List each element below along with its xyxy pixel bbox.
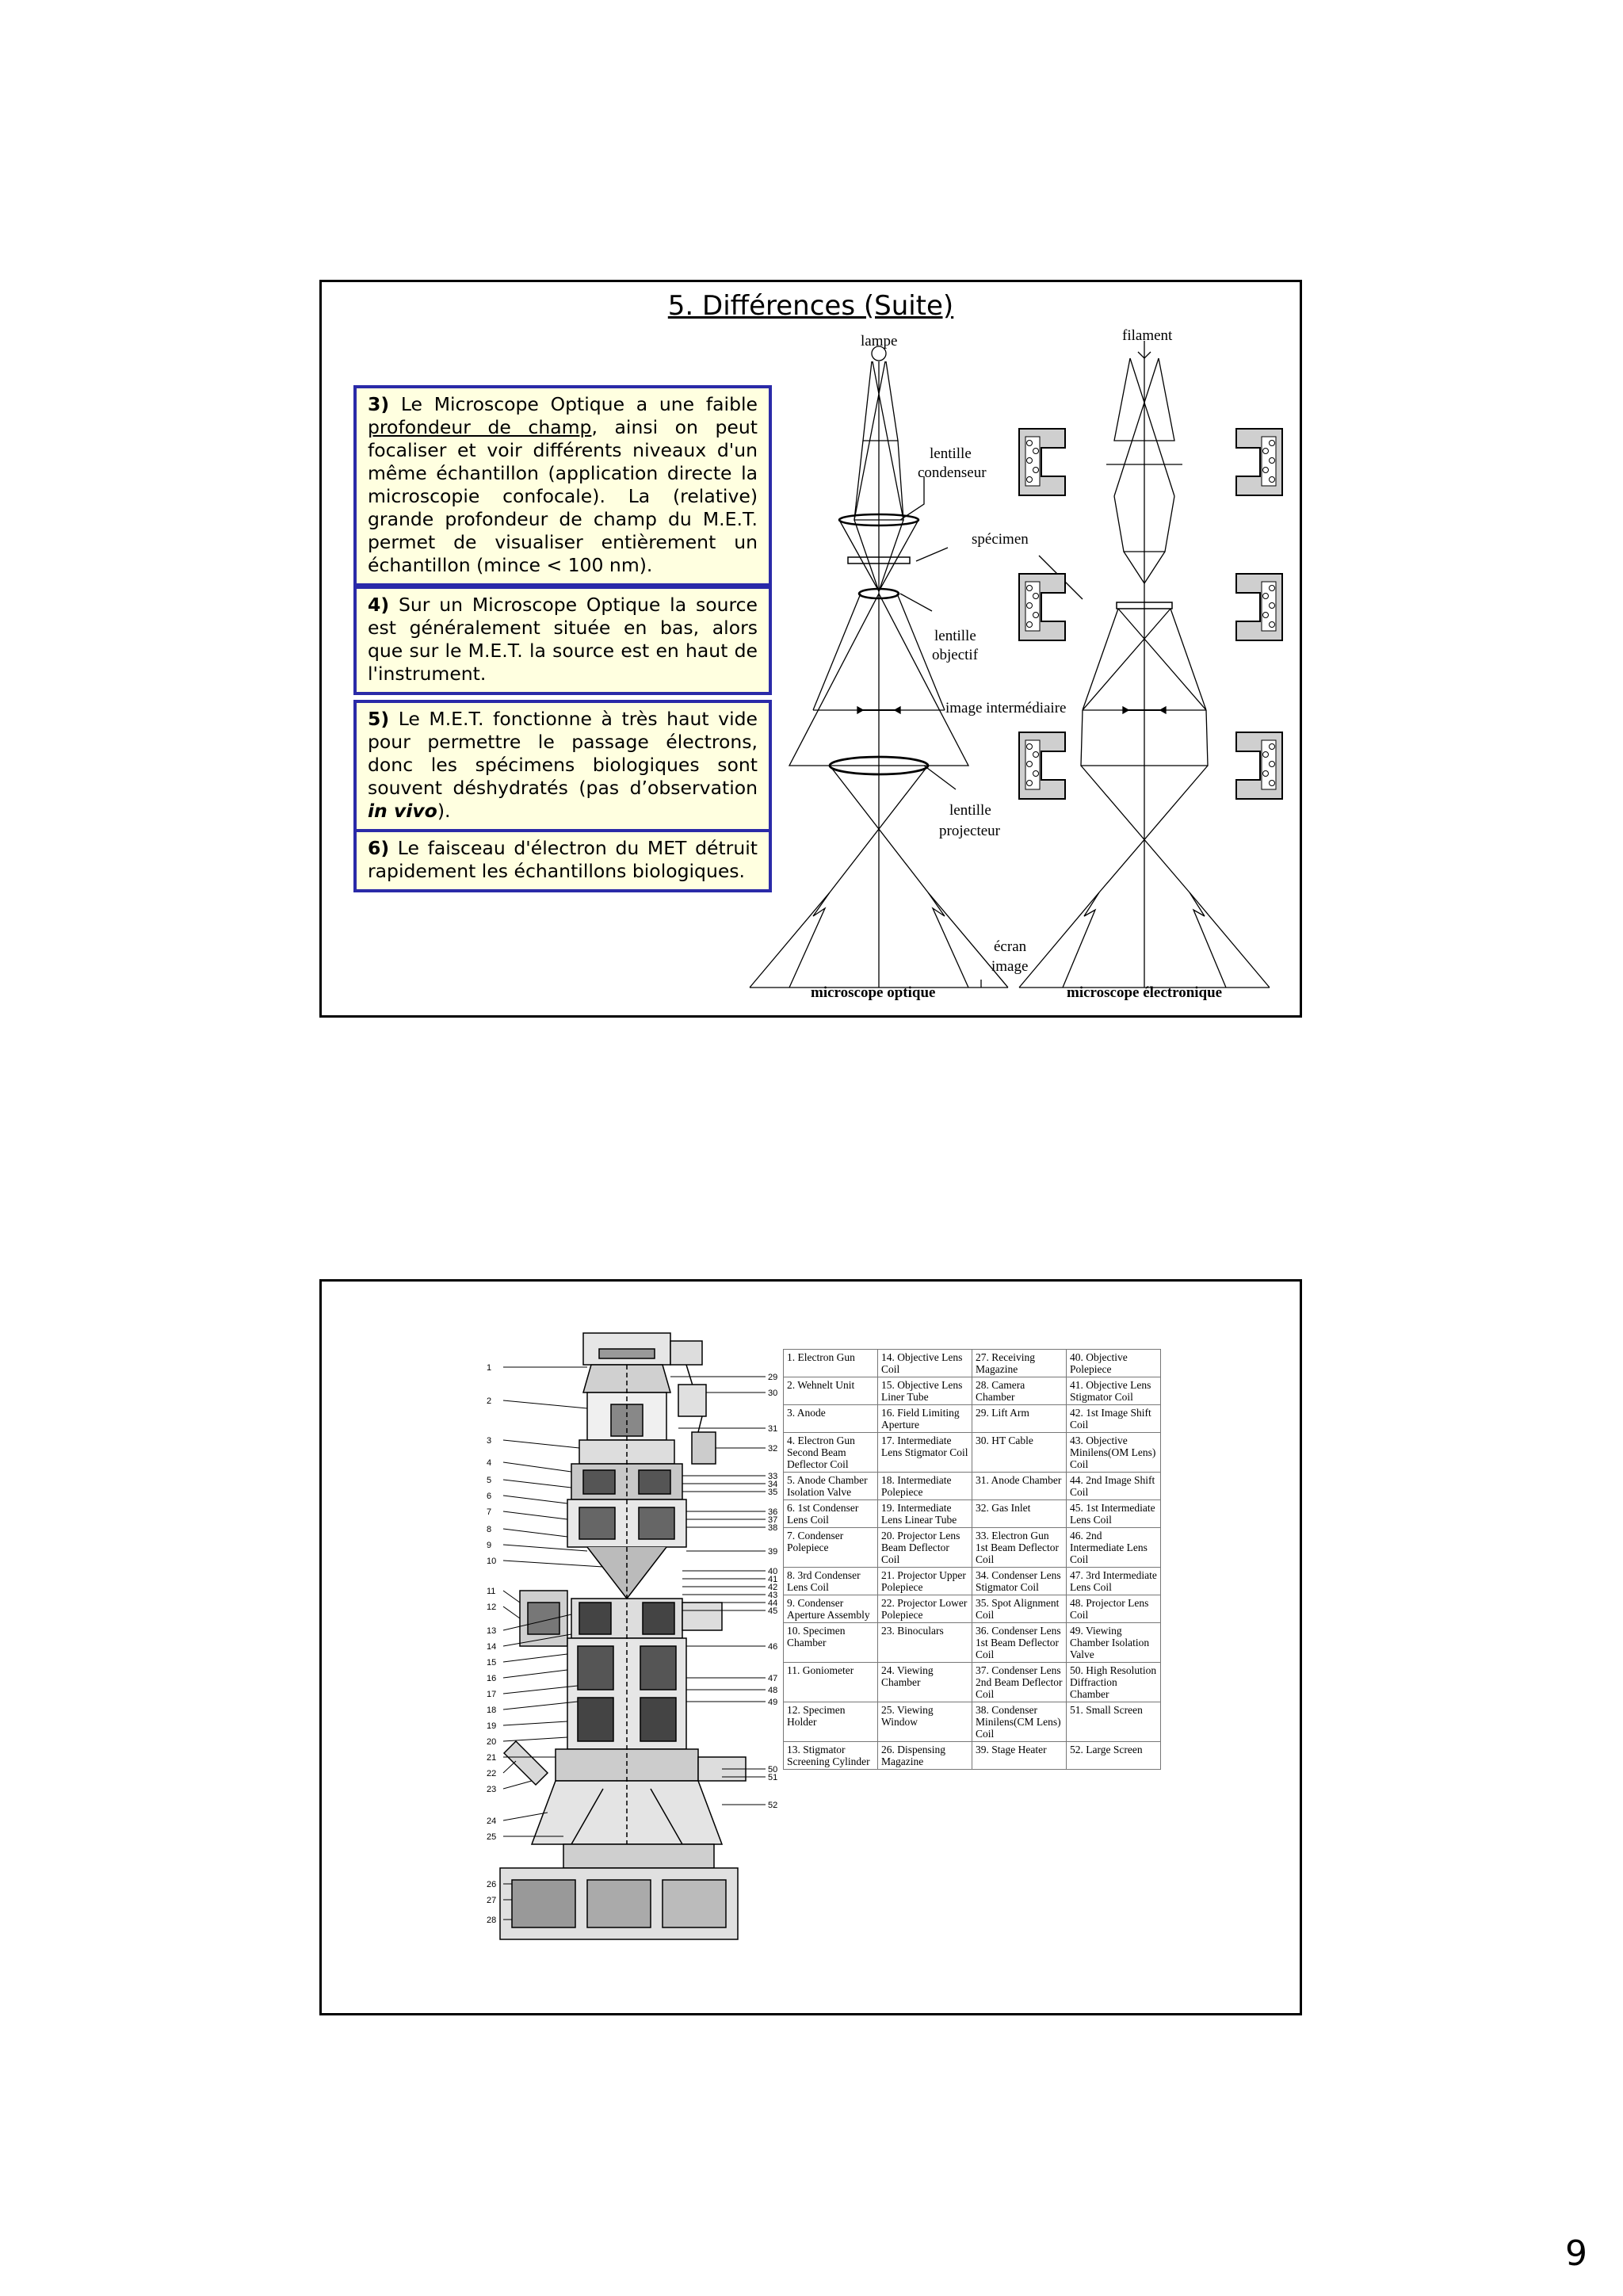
table-cell: 49. Viewing Chamber Isolation Valve: [1067, 1623, 1161, 1663]
caption-electron-microscope: microscope électronique: [1067, 984, 1223, 1001]
label-intermediate-image: image intermédiaire: [945, 700, 1067, 716]
condenser-pointer: [900, 476, 924, 520]
note-depth-of-field: [353, 385, 772, 586]
table-row: [784, 1350, 1161, 1377]
table-cell: 19. Intermediate Lens Linear Tube: [878, 1500, 972, 1528]
slide-tem-parts: [319, 1279, 1302, 2015]
callout-34: 34: [768, 1480, 778, 1489]
note-emphasis-in-vivo: in vivo: [368, 800, 437, 822]
callout-1: 1: [487, 1363, 492, 1373]
callout-17: 17: [487, 1690, 497, 1699]
note-term-depth-of-field: profondeur de champ: [368, 416, 592, 438]
callout-45: 45: [768, 1606, 778, 1616]
table-cell: 24. Viewing Chamber: [878, 1663, 972, 1702]
table-cell: 29. Lift Arm: [972, 1405, 1067, 1433]
table-cell: 37. Condenser Lens 2nd Beam Deflector Coil: [972, 1663, 1067, 1702]
table-cell: 15. Objective Lens Liner Tube: [878, 1377, 972, 1405]
table-cell: 45. 1st Intermediate Lens Coil: [1067, 1500, 1161, 1528]
callout-21: 21: [487, 1753, 497, 1763]
table-cell: 43. Objective Minilens(OM Lens) Coil: [1067, 1433, 1161, 1473]
callout-35: 35: [768, 1488, 778, 1497]
note-text: Sur un Microscope Optique la source est généralement située en bas, alors que sur le M.E.T. la source est en haut de l'instrument.: [368, 594, 758, 685]
label-objective-1: lentille: [934, 628, 976, 644]
label-screen-1: écran: [994, 938, 1027, 955]
table-cell: 39. Stage Heater: [972, 1742, 1067, 1770]
table-cell: 21. Projector Upper Polepiece: [878, 1568, 972, 1595]
table-row: [784, 1377, 1161, 1405]
callout-44: 44: [768, 1599, 778, 1608]
binoculars: [504, 1741, 548, 1785]
table-row: [784, 1405, 1161, 1433]
callout-28: 28: [487, 1916, 497, 1925]
callout-22: 22: [487, 1769, 497, 1778]
callout-43: 43: [768, 1591, 778, 1600]
table-cell: 11. Goniometer: [784, 1663, 878, 1702]
callout-47: 47: [768, 1674, 778, 1683]
parts-table-body: [784, 1350, 1161, 1770]
callout-36: 36: [768, 1507, 778, 1517]
callout-52: 52: [768, 1801, 778, 1810]
callout-33: 33: [768, 1472, 778, 1481]
callout-38: 38: [768, 1523, 778, 1533]
table-cell: 14. Objective Lens Coil: [878, 1350, 972, 1377]
table-cell: 34. Condenser Lens Stigmator Coil: [972, 1568, 1067, 1595]
table-cell: 31. Anode Chamber: [972, 1473, 1067, 1500]
table-cell: 16. Field Limiting Aperture: [878, 1405, 972, 1433]
slide-title: 5. Différences (Suite): [667, 290, 954, 322]
label-condenser-2: condenseur: [918, 464, 987, 481]
table-cell: 36. Condenser Lens 1st Beam Deflector Coil: [972, 1623, 1067, 1663]
callout-51: 51: [768, 1773, 778, 1782]
callout-2: 2: [487, 1396, 492, 1406]
callout-11: 11: [487, 1587, 496, 1596]
note-source-position: [353, 586, 772, 695]
table-cell: 32. Gas Inlet: [972, 1500, 1067, 1528]
table-cell: 20. Projector Lens Beam Deflector Coil: [878, 1528, 972, 1568]
label-specimen: spécimen: [972, 531, 1029, 548]
table-cell: 27. Receiving Magazine: [972, 1350, 1067, 1377]
callout-16: 16: [487, 1674, 497, 1683]
em-lens-cross-sections: [1019, 429, 1282, 799]
table-cell: 35. Spot Alignment Coil: [972, 1595, 1067, 1623]
page-number: 9: [1565, 2233, 1587, 2274]
label-projector-1: lentille: [949, 802, 991, 819]
callout-50: 50: [768, 1765, 778, 1775]
callout-27: 27: [487, 1896, 497, 1905]
table-cell: 38. Condenser Minilens(CM Lens) Coil: [972, 1702, 1067, 1742]
callout-48: 48: [768, 1686, 778, 1695]
table-row: [784, 1568, 1161, 1595]
table-cell: 51. Small Screen: [1067, 1702, 1161, 1742]
callout-10: 10: [487, 1557, 497, 1566]
note-text-pre: Le M.E.T. fonctionne à très haut vide pour permettre le passage électrons, donc les spécimens biologiques sont souvent déshydratés (pas d’observation: [368, 708, 758, 799]
callout-5: 5: [487, 1476, 492, 1485]
callout-19: 19: [487, 1721, 497, 1731]
callout-18: 18: [487, 1706, 497, 1715]
table-cell: 23. Binoculars: [878, 1623, 972, 1663]
note-text: Le faisceau d'électron du MET détruit rapidement les échantillons biologiques.: [368, 837, 758, 882]
note-high-vacuum: [353, 700, 772, 832]
table-row: [784, 1500, 1161, 1528]
table-cell: 17. Intermediate Lens Stigmator Coil: [878, 1433, 972, 1473]
table-cell: 1. Electron Gun: [784, 1350, 878, 1377]
table-row: [784, 1473, 1161, 1500]
table-cell: 44. 2nd Image Shift Coil: [1067, 1473, 1161, 1500]
callout-7: 7: [487, 1507, 492, 1517]
table-cell: 26. Dispensing Magazine: [878, 1742, 972, 1770]
callout-6: 6: [487, 1492, 492, 1501]
table-cell: 25. Viewing Window: [878, 1702, 972, 1742]
callout-39: 39: [768, 1547, 778, 1557]
table-cell: 7. Condenser Polepiece: [784, 1528, 878, 1568]
callout-42: 42: [768, 1583, 778, 1592]
callout-46: 46: [768, 1642, 778, 1652]
table-cell: 52. Large Screen: [1067, 1742, 1161, 1770]
table-row: [784, 1528, 1161, 1568]
callout-40: 40: [768, 1567, 778, 1576]
callout-32: 32: [768, 1444, 778, 1454]
table-cell: 42. 1st Image Shift Coil: [1067, 1405, 1161, 1433]
callout-23: 23: [487, 1785, 497, 1794]
label-objective-2: objectif: [932, 647, 979, 663]
label-condenser-1: lentille: [930, 445, 972, 462]
table-row: [784, 1742, 1161, 1770]
callout-49: 49: [768, 1698, 778, 1707]
callout-3: 3: [487, 1436, 492, 1446]
callout-14: 14: [487, 1642, 497, 1652]
table-cell: 9. Condenser Aperture Assembly: [784, 1595, 878, 1623]
table-cell: 50. High Resolution Diffraction Chamber: [1067, 1663, 1161, 1702]
callout-12: 12: [487, 1603, 497, 1612]
table-cell: 22. Projector Lower Polepiece: [878, 1595, 972, 1623]
table-cell: 2. Wehnelt Unit: [784, 1377, 878, 1405]
table-row: [784, 1663, 1161, 1702]
callout-20: 20: [487, 1737, 497, 1747]
label-screen-2: image: [991, 958, 1029, 975]
note-text-post: , ainsi on peut focaliser et voir différents niveaux d'un même échantillon (application directe la microscopie confocale). La (relative) grande profondeur de champ du M.E.T. permet de visualiser entièrement un échantillon (mince < 100 nm).: [368, 416, 758, 576]
table-row: [784, 1595, 1161, 1623]
table-cell: 40. Objective Polepiece: [1067, 1350, 1161, 1377]
table-cell: 46. 2nd Intermediate Lens Coil: [1067, 1528, 1161, 1568]
note-number: 5): [368, 708, 390, 730]
table-cell: 28. Camera Chamber: [972, 1377, 1067, 1405]
callout-25: 25: [487, 1832, 497, 1842]
table-cell: 10. Specimen Chamber: [784, 1623, 878, 1663]
table-cell: 8. 3rd Condenser Lens Coil: [784, 1568, 878, 1595]
note-number: 6): [368, 837, 390, 859]
caption-optical-microscope: microscope optique: [811, 984, 936, 1001]
label-lampe: lampe: [861, 333, 898, 350]
table-cell: 5. Anode Chamber Isolation Valve: [784, 1473, 878, 1500]
table-row: [784, 1623, 1161, 1663]
tem-cross-section-drawing: [484, 1329, 781, 1947]
callout-41: 41: [768, 1575, 778, 1584]
note-number: 4): [368, 594, 390, 616]
callout-4: 4: [487, 1458, 492, 1468]
callout-26: 26: [487, 1880, 497, 1889]
label-filament: filament: [1122, 327, 1173, 344]
table-row: [784, 1433, 1161, 1473]
tem-parts-table: [783, 1349, 1161, 1770]
slide-differences: [319, 280, 1302, 1018]
callout-30: 30: [768, 1389, 778, 1398]
table-cell: 48. Projector Lens Coil: [1067, 1595, 1161, 1623]
table-cell: 33. Electron Gun 1st Beam Deflector Coil: [972, 1528, 1067, 1568]
table-cell: 41. Objective Lens Stigmator Coil: [1067, 1377, 1161, 1405]
table-cell: 12. Specimen Holder: [784, 1702, 878, 1742]
callout-9: 9: [487, 1541, 492, 1550]
table-cell: 30. HT Cable: [972, 1433, 1067, 1473]
table-cell: 6. 1st Condenser Lens Coil: [784, 1500, 878, 1528]
table-cell: 3. Anode: [784, 1405, 878, 1433]
table-cell: 47. 3rd Intermediate Lens Coil: [1067, 1568, 1161, 1595]
callout-15: 15: [487, 1658, 497, 1668]
callout-13: 13: [487, 1626, 497, 1636]
note-number: 3): [368, 393, 390, 415]
table-cell: 4. Electron Gun Second Beam Deflector Coil: [784, 1433, 878, 1473]
table-row: [784, 1702, 1161, 1742]
note-beam-damage: [353, 829, 772, 892]
label-projector-2: projecteur: [939, 823, 1001, 839]
callout-37: 37: [768, 1515, 778, 1525]
callout-24: 24: [487, 1817, 497, 1826]
table-cell: 18. Intermediate Polepiece: [878, 1473, 972, 1500]
callout-8: 8: [487, 1525, 492, 1534]
callout-31: 31: [768, 1424, 778, 1434]
table-cell: 13. Stigmator Screening Cylinder: [784, 1742, 878, 1770]
note-text-pre: Le Microscope Optique a une faible: [400, 393, 758, 415]
note-text-post: ).: [437, 800, 451, 822]
callout-29: 29: [768, 1373, 778, 1382]
